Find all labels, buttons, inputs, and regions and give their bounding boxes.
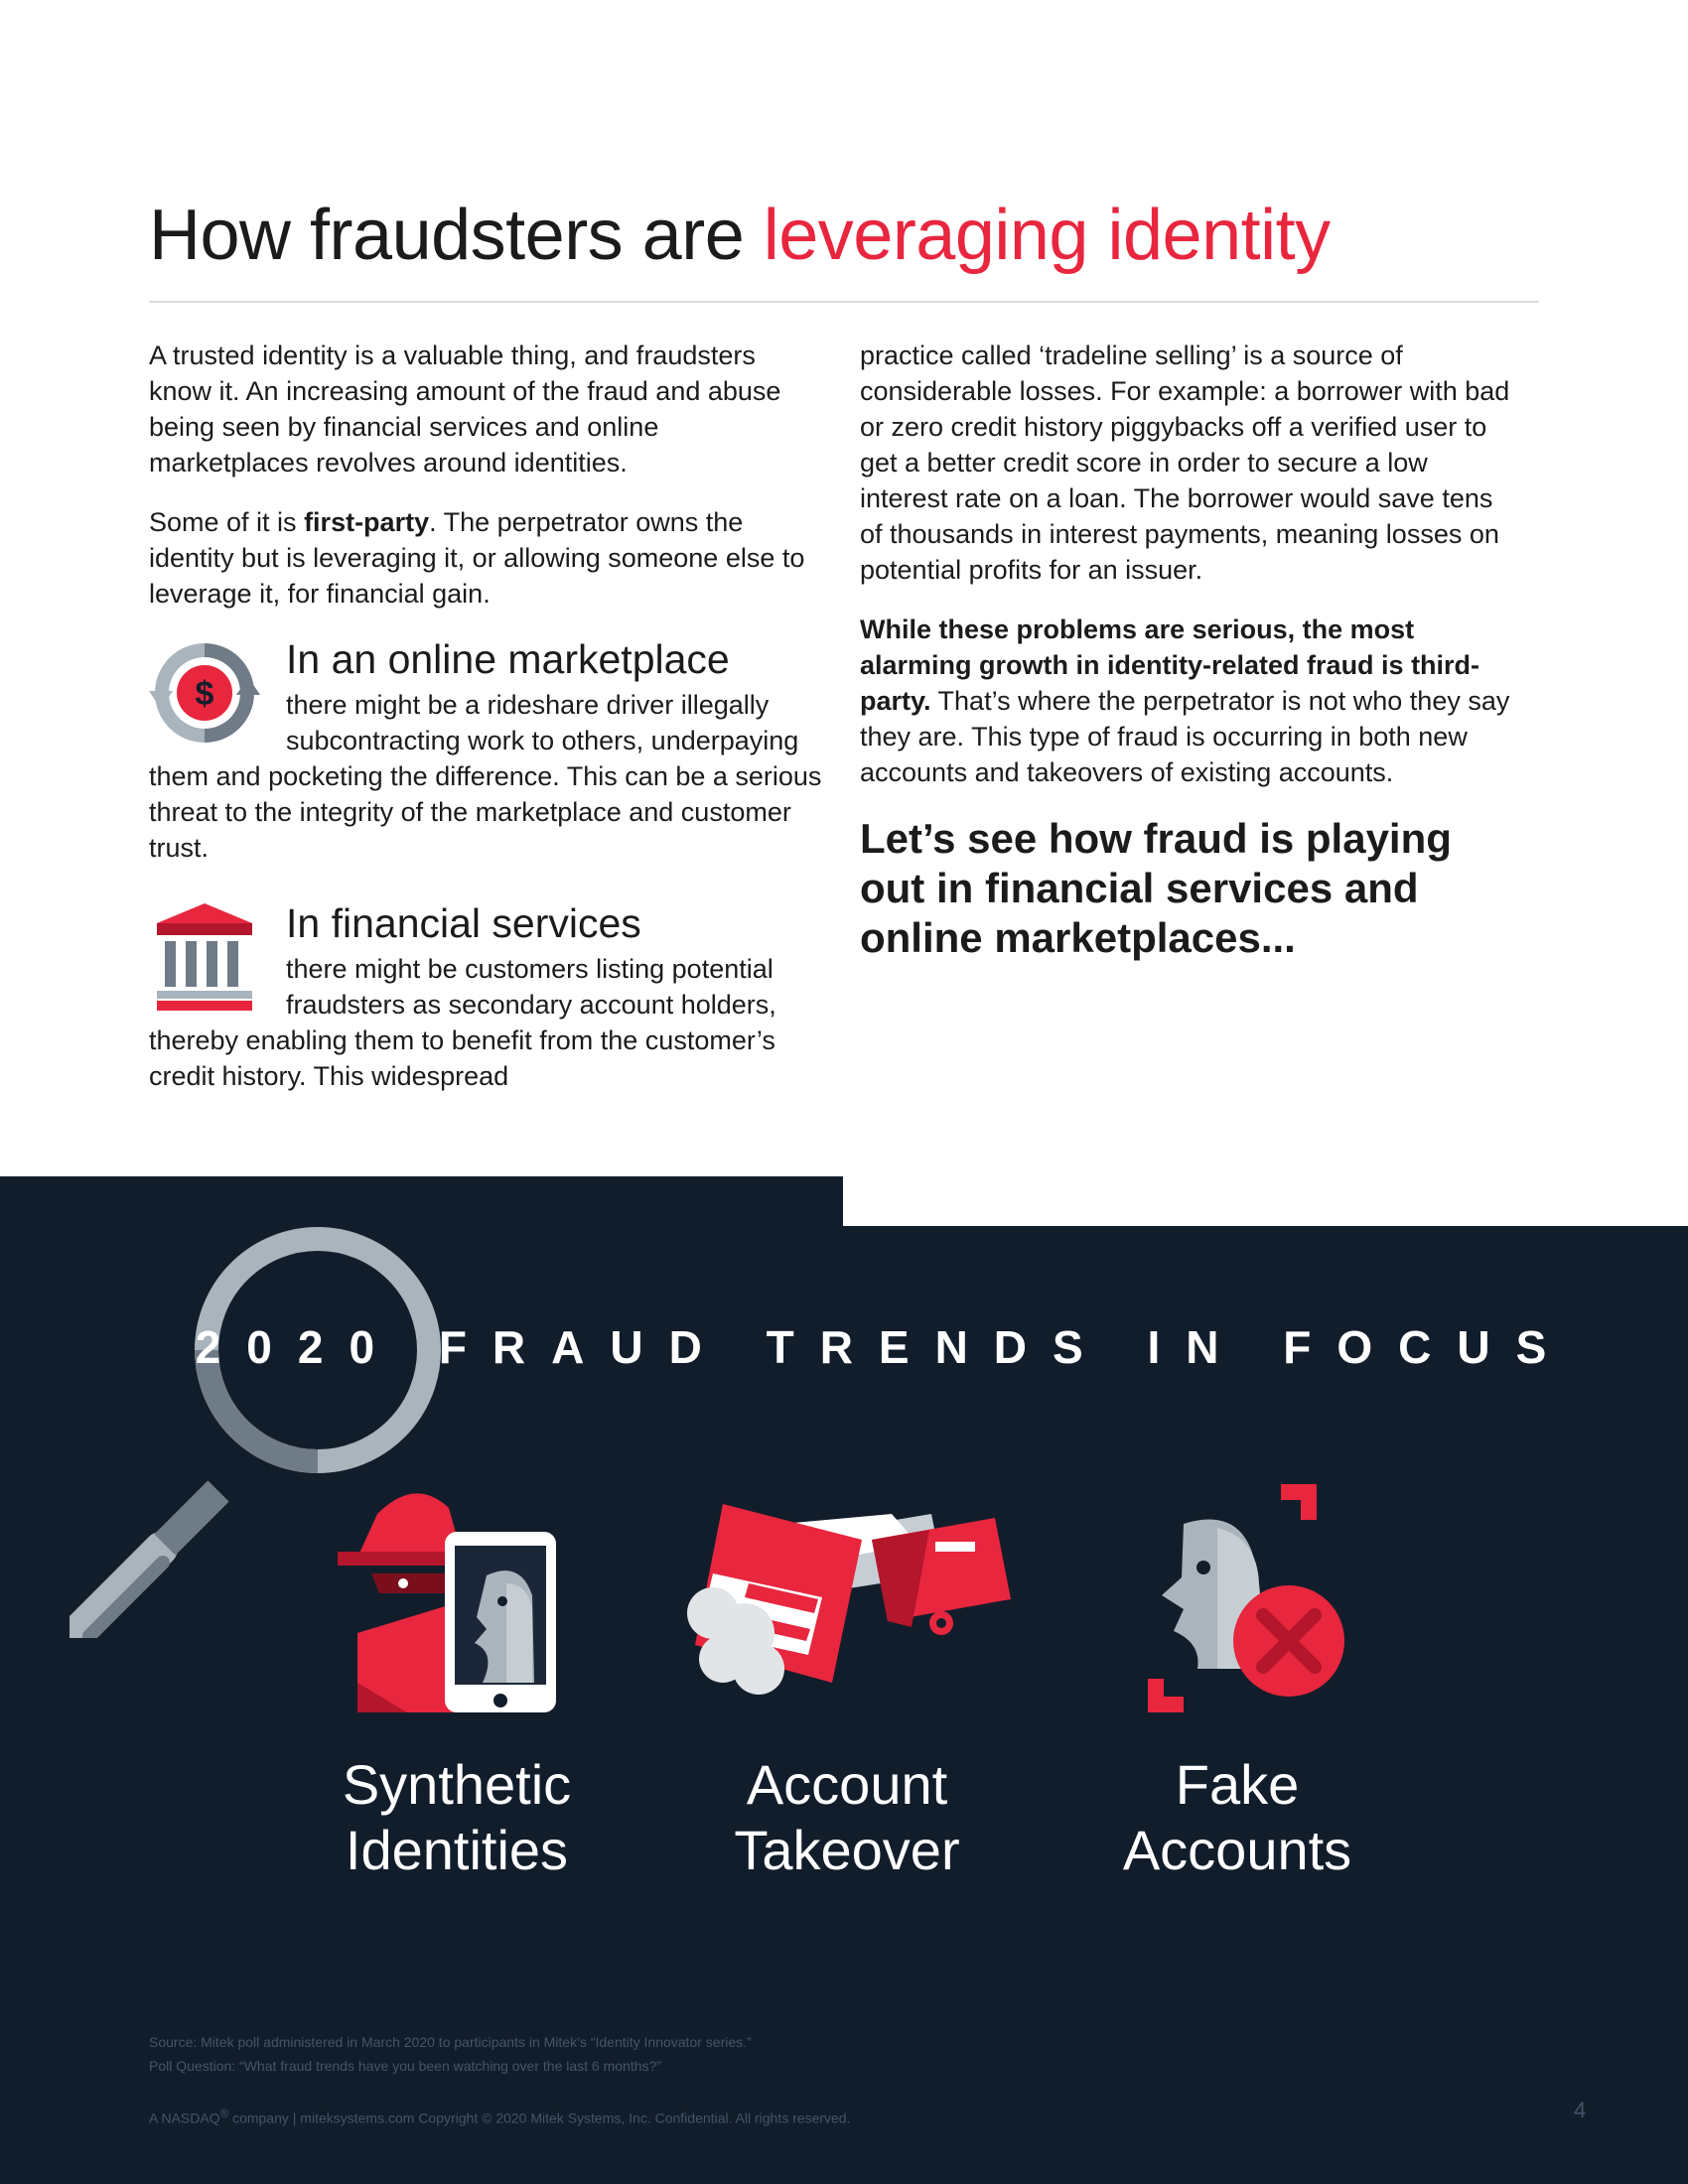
trend-label-line1: Account [746, 1753, 948, 1816]
callout-text: Let’s see how fraud is playing out in financial services and online marketplaces... [860, 815, 1452, 961]
marketplace-heading: In an online marketplace [286, 636, 730, 682]
intro-paragraph: A trusted identity is a valuable thing, and fraudsters know it. An increasing amount of the fraud and abuse being seen by financial services and online marketplaces revolves around identities. [149, 341, 781, 478]
trend-label [1058, 1752, 1416, 1883]
face-x-icon [1118, 1484, 1356, 1712]
title-accent: leveraging identity [763, 196, 1331, 275]
first-party-term: first-party [304, 507, 430, 537]
svg-text:$: $ [195, 675, 214, 713]
trend-label [668, 1752, 1026, 1883]
handshake-card-icon [683, 1484, 1011, 1712]
marketplace-feature [149, 635, 824, 866]
source-line: Source: Mitek poll administered in March 2020 to participants in Mitek’s “Identity Innovator series.” [149, 2034, 752, 2050]
footer-rest: company | miteksystems.com Copyright © 2020 Mitek Systems, Inc. Confidential. All rights reserved. [228, 2110, 851, 2126]
bank-icon [149, 901, 260, 1013]
first-party-lead: Some of it is [149, 507, 305, 537]
title-part1: How fraudsters are [149, 196, 764, 275]
dollar-cycle-icon [149, 637, 260, 749]
panel-notch [843, 1176, 1688, 1226]
trend-account-takeover [668, 1484, 1026, 1883]
right-column [860, 338, 1515, 963]
third-party-paragraph [860, 612, 1515, 790]
trend-label-line2: Accounts [1122, 1819, 1352, 1881]
trend-synthetic-identities [278, 1484, 635, 1883]
financial-text: there might be customers listing potential fraudsters as secondary account holders, thereby enabling them to benefit from the customer’s credit history. This widespread [149, 954, 776, 1091]
trend-label [278, 1752, 635, 1883]
financial-feature [149, 899, 824, 1094]
trend-fake-accounts [1058, 1484, 1416, 1883]
page-number: 4 [1574, 2098, 1587, 2122]
spy-phone-icon [338, 1484, 576, 1712]
financial-heading: In financial services [286, 900, 641, 946]
footer-lead: A NASDAQ [149, 2110, 220, 2126]
title-divider [149, 301, 1539, 303]
marketplace-text: there might be a rideshare driver illegally subcontracting work to others, underpaying them and pocketing the difference. This can be a serious threat to the integrity of the marketplace and customer trust. [149, 690, 822, 863]
trends-banner: 2020 FRAUD TRENDS IN FOCUS [195, 1321, 1573, 1373]
trend-label-line2: Takeover [734, 1819, 960, 1881]
poll-question-line: Poll Question: “What fraud trends have you been watching over the last 6 months?” [149, 2058, 661, 2074]
trend-label-line2: Identities [345, 1819, 569, 1881]
trend-label-line1: Synthetic [342, 1753, 572, 1816]
footer-copyright [149, 2103, 850, 2130]
first-party-rest: . The perpetrator owns the identity but is leveraging it, or allowing someone else to leverage it, for financial gain. [149, 507, 805, 609]
third-party-rest: That’s where the perpetrator is not who they say they are. This type of fraud is occurring in both new accounts and takeovers of existing accounts. [860, 686, 1510, 787]
left-column [149, 338, 824, 1128]
source-note [149, 2030, 752, 2078]
third-party-lead: While these problems are serious, the most alarming growth in identity-related fraud is third-party. [860, 614, 1480, 716]
page-title [149, 195, 1331, 276]
tradeline-paragraph: practice called ‘tradeline selling’ is a source of considerable losses. For example: a borrower with bad or zero credit history piggybacks off a verified user to get a better credit score in order to secure a low interest rate on a loan. The borrower would save tens of thousands in interest payments, meaning losses on potential profits for an issuer. [860, 341, 1510, 585]
trend-label-line1: Fake [1175, 1753, 1300, 1816]
registered-mark: ® [219, 2108, 229, 2120]
first-party-paragraph [149, 504, 824, 612]
